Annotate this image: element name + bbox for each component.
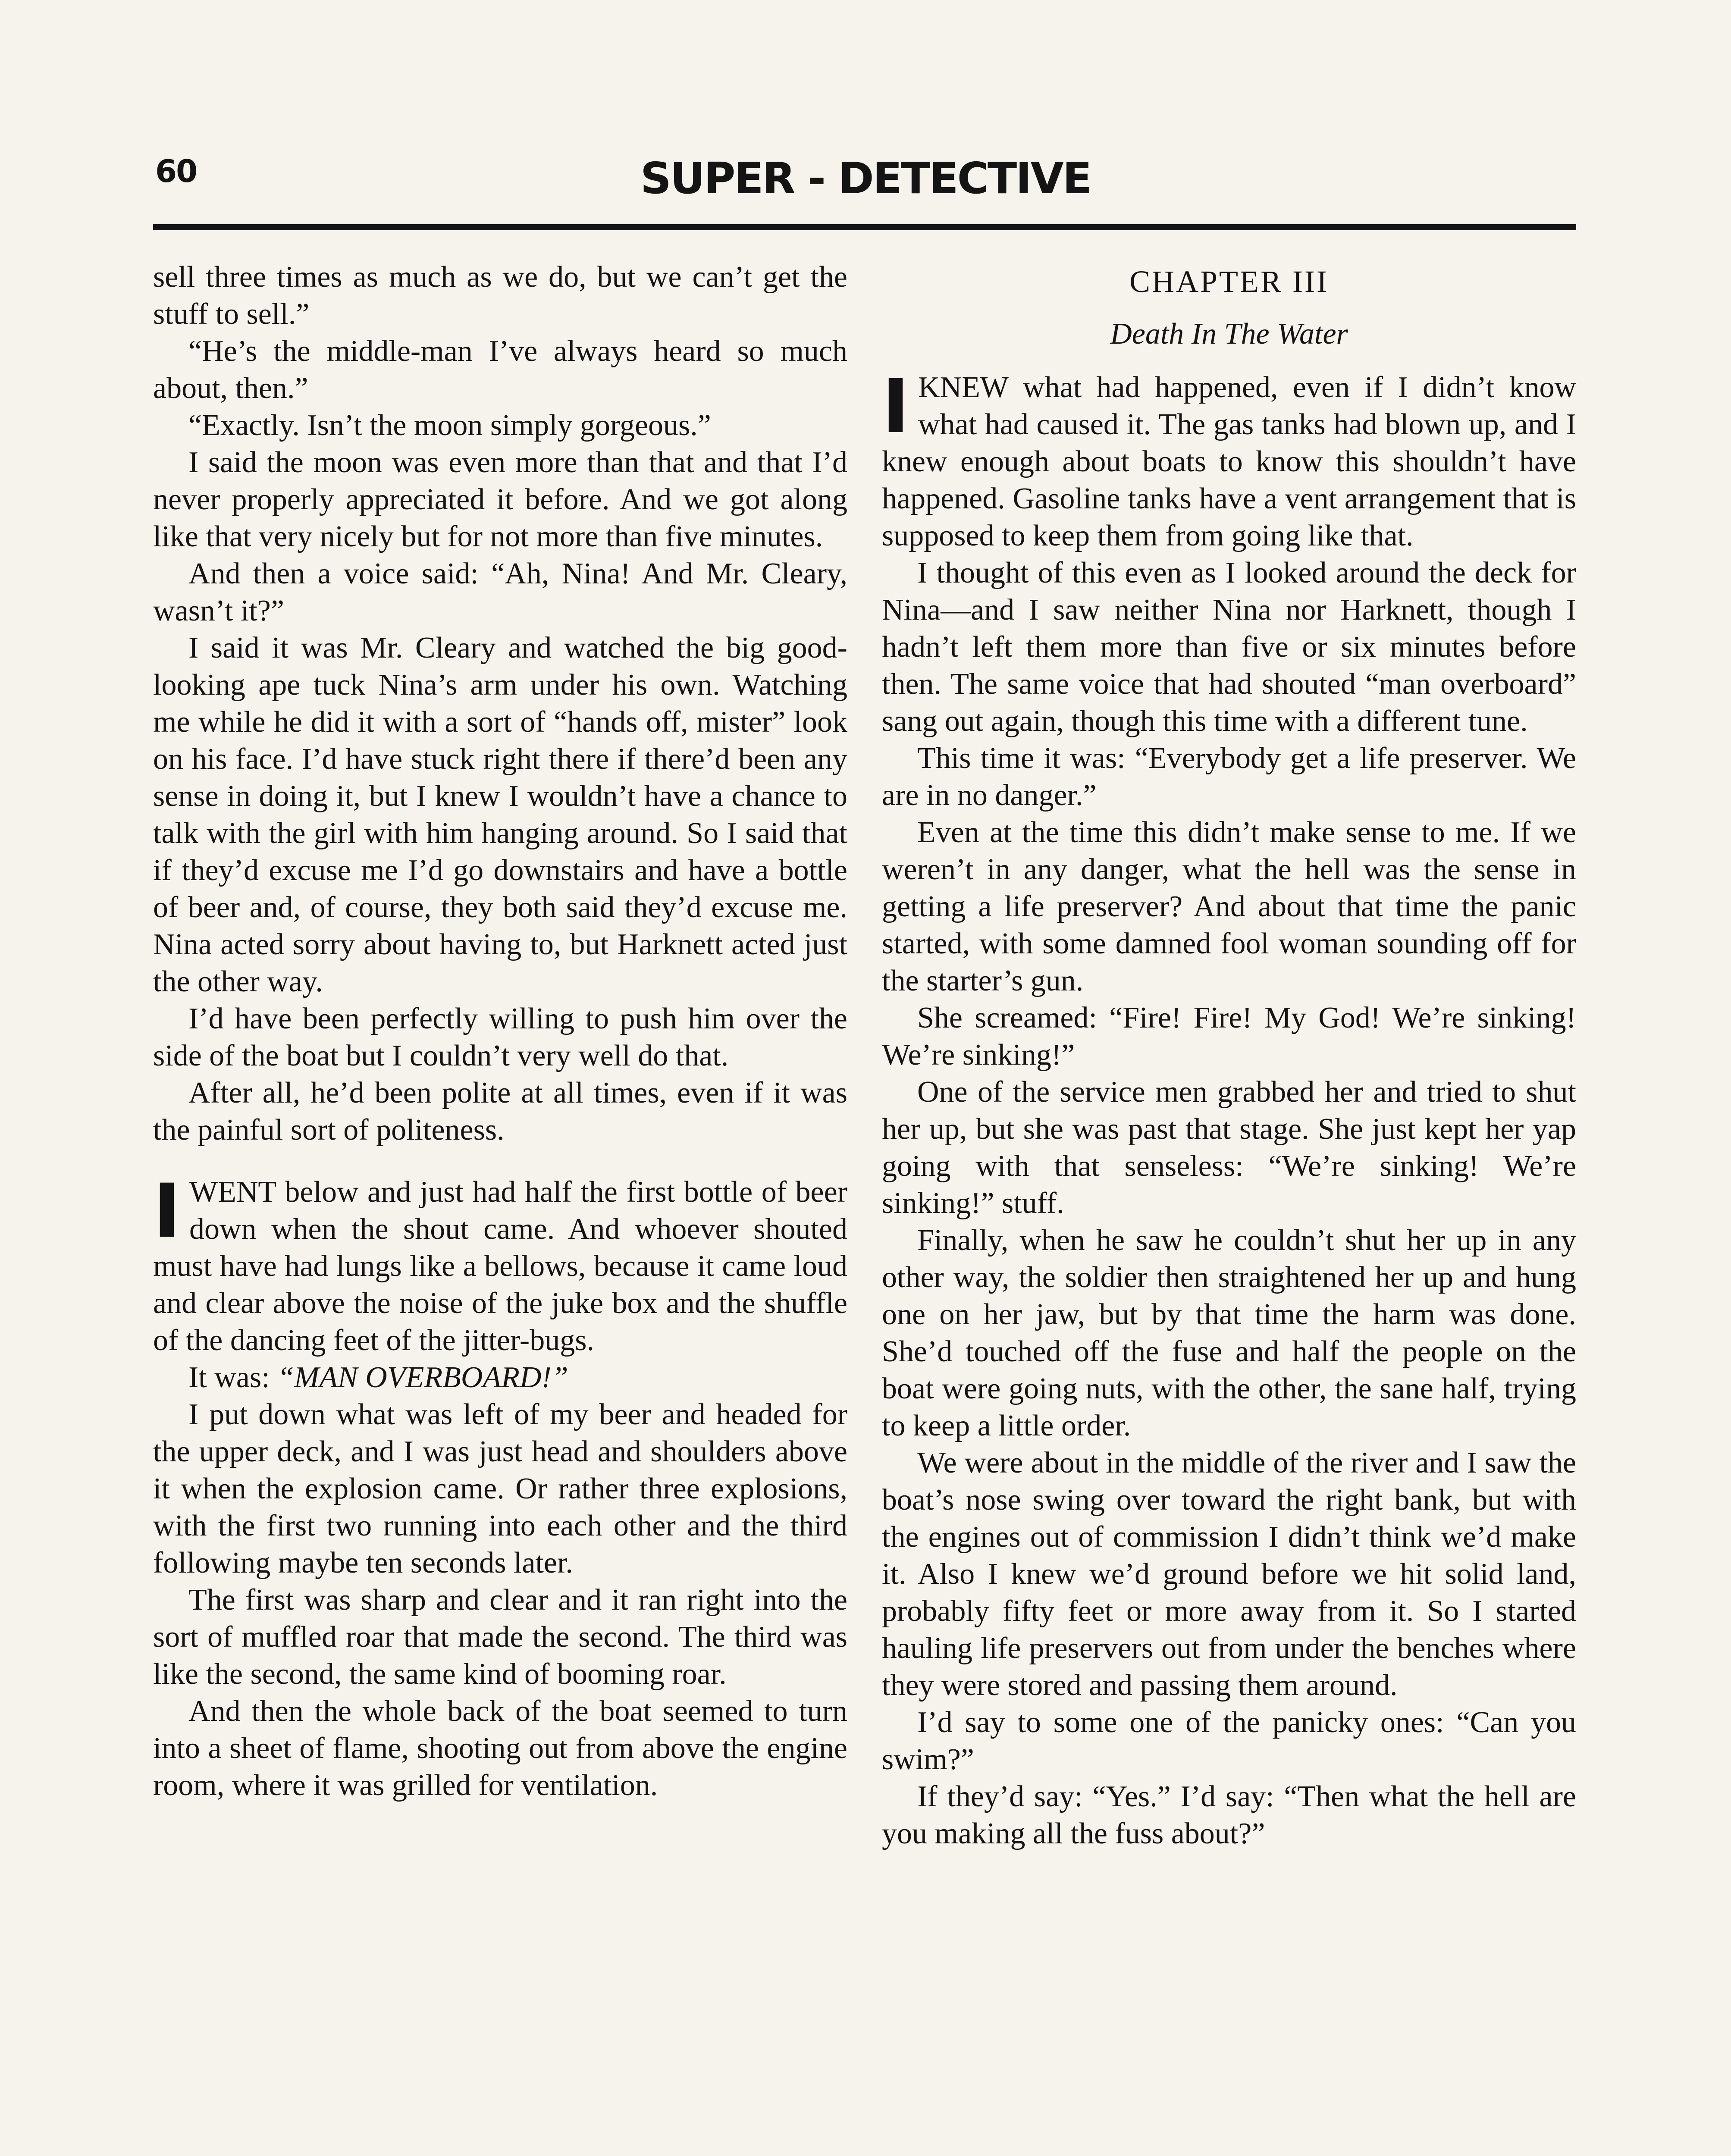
section-opening-paragraph <box>153 1168 847 1359</box>
paragraph: And then the whole back of the boat seemed to turn into a sheet of flame, shooting out from above the engine room, where it was grilled for ventilation. <box>153 1695 847 1802</box>
paragraph: Finally, when he saw he couldn’t shut her up in any other way, the soldier then straightened her up and hung one on her jaw, but by that time the harm was done. She’d touched off the fuse and half the people on the boat were going nuts, with the other, the sane half, trying to keep a little order. <box>882 1224 1576 1442</box>
paragraph: One of the service men grabbed her and tried to shut her up, but she was past that stage. She just kept her yap going with that senseless: “We’re sinking! We’re sinking!” stuff. <box>882 1075 1576 1220</box>
paragraph: “He’s the middle-man I’ve always heard so much about, then.” <box>153 335 847 405</box>
right-column <box>882 259 1576 1852</box>
paragraph: And then a voice said: “Ah, Nina! And Mr. Cleary, wasn’t it?” <box>153 557 847 627</box>
left-column <box>153 259 847 1804</box>
paragraph: After all, he’d been polite at all times, even if it was the painful sort of politeness. <box>153 1076 847 1147</box>
chapter-heading: CHAPTER III <box>1129 264 1329 299</box>
paragraph-text: WENT below and just had half the first bottle of beer down when the shout came. And whoever shouted must have had lungs like a bellows, because it came loud and clear above the noise of the juke box and the shuffle of the dancing feet of the jitter-bugs. <box>153 1175 847 1357</box>
paragraph: I put down what was left of my beer and headed for the upper deck, and I was just head and shoulders above it when the explosion came. Or rather three explosions, with the first two running into each other and the third following maybe ten seconds later. <box>153 1398 847 1579</box>
chapter-opening-paragraph <box>882 363 1576 555</box>
paragraph: I thought of this even as I looked around the deck for Nina—and I saw neither Nina nor Harknett, though I hadn’t left them more than five or six minutes before then. The same voice that had shouted “man overboard” sang out again, though this time with a different tune. <box>882 556 1576 738</box>
paragraph: I said the moon was even more than that and that I’d never properly appreciated it before. And we got along like that very nicely but for not more than five minutes. <box>153 446 847 553</box>
paragraph: I’d have been perfectly willing to push him over the side of the boat but I couldn’t very well do that. <box>153 1002 847 1072</box>
magazine-title: SUPER - DETECTIVE <box>640 153 1091 204</box>
drop-cap: I <box>153 1168 181 1254</box>
paragraph: The first was sharp and clear and it ran right into the sort of muffled roar that made the second. The third was like the second, the same kind of booming roar. <box>153 1583 847 1691</box>
chapter-title: Death In The Water <box>1110 317 1348 351</box>
paragraph: “Exactly. Isn’t the moon simply gorgeous.” <box>188 409 711 442</box>
paragraph: sell three times as much as we do, but we can’t get the stuff to sell.” <box>153 260 847 331</box>
paragraph: Even at the time this didn’t make sense to me. If we weren’t in any danger, what the hell was the sense in getting a life preserver? And about that time the panic started, with some damned fool woman sounding off for the starter’s gun. <box>882 816 1576 997</box>
paragraph: She screamed: “Fire! Fire! My God! We’re sinking! We’re sinking!” <box>882 1001 1576 1072</box>
paragraph <box>153 1359 847 1396</box>
paragraph-lead: It was: <box>188 1361 270 1394</box>
drop-cap: I <box>882 363 909 450</box>
paragraph: I’d say to some one of the panicky ones: “Can you swim?” <box>882 1706 1576 1776</box>
paragraph: If they’d say: “Yes.” I’d say: “Then what the hell are you making all the fuss about?” <box>882 1780 1576 1850</box>
shout-text: “MAN OVERBOARD!” <box>277 1361 568 1394</box>
header-rule <box>153 224 1576 230</box>
paragraph-text: KNEW what had happened, even if I didn’t know what had caused it. The gas tanks had blown up, and I knew enough about boats to know this shouldn’t have happened. Gasoline tanks have a vent arrangement that is supposed to keep them from going like that. <box>882 371 1576 552</box>
paragraph: I said it was Mr. Cleary and watched the big good-looking ape tuck Nina’s arm under his own. Watching me while he did it with a sort of “hands off, mister” look on his face. I’d have stuck right there if there’d been any sense in doing it, but I knew I wouldn’t have a chance to talk with the girl with him hanging around. So I said that if they’d excuse me I’d go downstairs and have a bottle of beer and, of course, they both said they’d excuse me. Nina acted sorry about having to, but Harknett acted just the other way. <box>153 631 847 998</box>
page-number: 60 <box>155 153 197 189</box>
paragraph: This time it was: “Everybody get a life preserver. We are in no danger.” <box>882 742 1576 812</box>
paragraph: We were about in the middle of the river and I saw the boat’s nose swing over toward the right bank, but with the engines out of commission I didn’t think we’d make it. Also I knew we’d ground before we hit solid land, probably fifty feet or more away from it. So I started hauling life preservers out from under the benches where they were stored and passing them around. <box>882 1446 1576 1702</box>
